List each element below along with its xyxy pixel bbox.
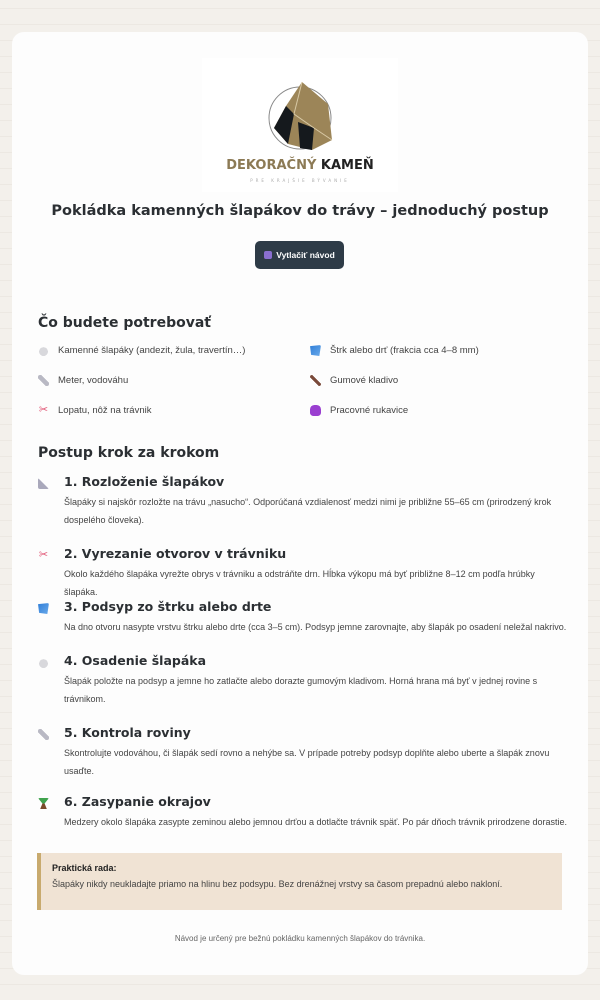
needs-heading: Čo budete potrebovať bbox=[38, 315, 211, 331]
printer-icon bbox=[264, 251, 272, 259]
need-label: Pracovné rukavice bbox=[330, 405, 409, 416]
print-button-label: Vytlačiť návod bbox=[276, 250, 335, 260]
step-text: Na dno otvoru nasypte vrstvu štrku alebo drte (cca 3–5 cm). Podsyp jemne zarovnajte, aby šlapák po osadení neležal nakrivo. bbox=[64, 622, 567, 632]
step-item bbox=[38, 599, 568, 636]
svg-text:DEKORAČNÝ KAMEŇ: DEKORAČNÝ KAMEŇ bbox=[226, 158, 374, 173]
ruler-icon bbox=[38, 729, 49, 740]
step-title: 1. Rozloženie šlapákov bbox=[64, 474, 225, 489]
need-label: Meter, vodováhu bbox=[58, 375, 129, 386]
step-item bbox=[38, 474, 568, 529]
gravel-icon bbox=[310, 345, 321, 356]
page-title: Pokládka kamenných šlapákov do trávy – jednoduchý postup bbox=[51, 203, 549, 219]
step-title: 5. Kontrola roviny bbox=[64, 725, 191, 740]
gravel-icon bbox=[38, 603, 49, 614]
hammer-icon bbox=[310, 375, 321, 386]
tip-text: Šlapáky nikdy neukladajte priamo na hlinu bez podsypu. Bez drenážnej vrstvy sa časom prepadnú alebo nakloní. bbox=[52, 879, 503, 889]
stone-icon bbox=[38, 345, 49, 356]
gloves-icon bbox=[310, 405, 321, 416]
need-label: Gumové kladivo bbox=[330, 375, 399, 386]
step-text: Skontrolujte vodováhou, či šlapák sedí rovno a nehýbe sa. V prípade potreby podsyp doplňte alebo uberte a šlapák znovu usaďte. bbox=[64, 748, 550, 776]
print-button[interactable] bbox=[255, 241, 344, 269]
scissors-icon: ✂ bbox=[38, 549, 49, 561]
tip-label: Praktická rada: bbox=[52, 863, 117, 873]
logo-stone-icon bbox=[202, 58, 398, 192]
need-label: Štrk alebo drť (frakcia cca 4–8 mm) bbox=[330, 345, 479, 356]
step-item bbox=[38, 653, 568, 708]
need-item bbox=[38, 345, 245, 356]
step-text: Šlapáky si najskôr rozložte na trávu „nasucho“. Odporúčaná vzdialenosť medzi nimi je približne 55–65 cm (prirodzený krok dospelého človeka). bbox=[64, 497, 552, 525]
svg-text:PRE KRAJŠIE BÝVANIE: PRE KRAJŠIE BÝVANIE bbox=[250, 178, 350, 183]
step-item bbox=[38, 725, 568, 780]
steps-heading: Postup krok za krokom bbox=[38, 445, 220, 461]
need-item bbox=[38, 375, 128, 386]
ruler-icon bbox=[38, 375, 49, 386]
step-text: Šlapák položte na podsyp a jemne ho zatlačte alebo dorazte gumovým kladivom. Horná hrana má byť v jednej rovine s trávnikom. bbox=[64, 676, 538, 704]
need-label: Lopatu, nôž na trávnik bbox=[58, 405, 152, 416]
seedling-icon bbox=[38, 798, 49, 809]
guide-card bbox=[12, 32, 588, 975]
triangle-ruler-icon bbox=[38, 478, 49, 489]
footer-note: Návod je určený pre bežnú pokládku kamenných šlapákov do trávnika. bbox=[174, 934, 426, 943]
step-item bbox=[38, 546, 568, 601]
step-title: 6. Zasypanie okrajov bbox=[64, 794, 211, 809]
step-item bbox=[38, 794, 568, 831]
need-item bbox=[310, 345, 479, 356]
logo bbox=[202, 58, 398, 192]
need-item bbox=[310, 375, 398, 386]
need-item bbox=[38, 405, 151, 416]
scissors-icon: ✂ bbox=[38, 404, 49, 416]
practical-tip bbox=[37, 853, 562, 910]
step-text: Okolo každého šlapáka vyrežte obrys v trávniku a odstráňte drn. Hĺbka výkopu má byť približne 8–12 cm podľa hrúbky šlapáka. bbox=[64, 569, 535, 597]
step-title: 2. Vyrezanie otvorov v trávniku bbox=[64, 546, 287, 561]
step-text: Medzery okolo šlapáka zasypte zeminou alebo jemnou drťou a dotlačte trávnik späť. Po pár dňoch trávnik prirodzene dorastie. bbox=[64, 817, 568, 827]
stone-icon bbox=[38, 657, 49, 668]
need-item bbox=[310, 405, 408, 416]
step-title: 4. Osadenie šlapáka bbox=[64, 653, 207, 668]
need-label: Kamenné šlapáky (andezit, žula, travertín…) bbox=[58, 345, 246, 356]
step-title: 3. Podsyp zo štrku alebo drte bbox=[64, 599, 272, 614]
